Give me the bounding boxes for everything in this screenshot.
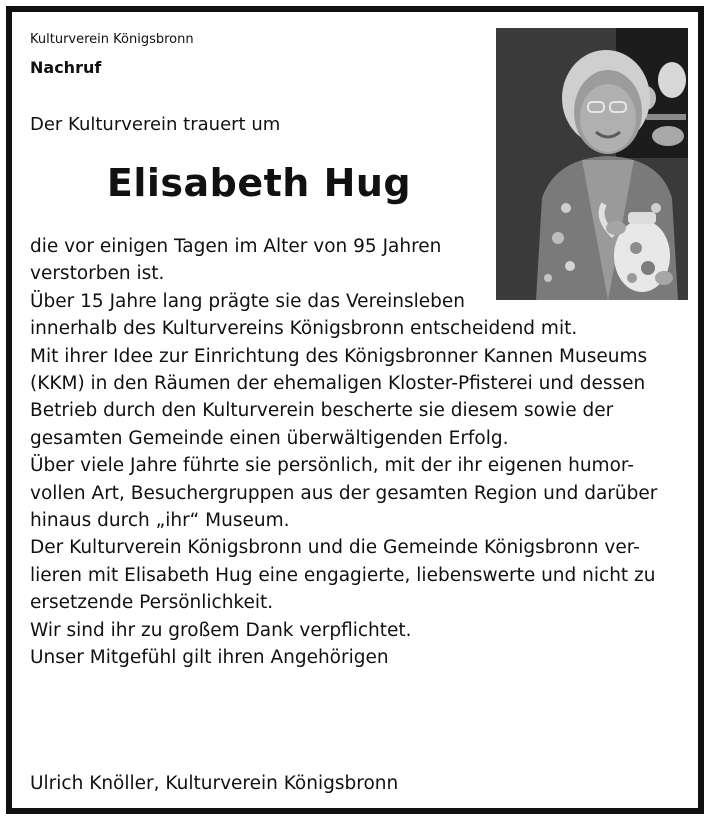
deceased-name: Elisabeth Hug [106, 161, 412, 205]
body-line: Mit ihrer Idee zur Einrichtung des Königsbronner Kannen Museums [30, 345, 648, 367]
notice-type: Nachruf [30, 58, 102, 77]
body-line: vollen Art, Besuchergruppen aus der gesamten Region und darüber [30, 482, 658, 504]
body-line: ersetzende Persönlichkeit. [30, 592, 274, 614]
signature: Ulrich Knöller, Kulturverein Königsbronn [30, 773, 399, 794]
obituary-notice [6, 6, 704, 814]
body-line: Über viele Jahre führte sie persönlich, mit der ihr eigenen humor- [30, 455, 634, 477]
body-line: Unser Mitgefühl gilt ihren Angehörigen [30, 647, 389, 669]
body-line: gesamten Gemeinde einen überwältigenden Erfolg. [30, 427, 509, 449]
organization-name: Kulturverein Königsbronn [30, 32, 194, 47]
body-line: Betrieb durch den Kulturverein bescherte sie diesem sowie der [30, 400, 614, 422]
obituary-body [30, 233, 690, 672]
body-line: lieren mit Elisabeth Hug eine engagierte, liebenswerte und nicht zu [30, 564, 656, 586]
body-line: (KKM) in den Räumen der ehemaligen Kloster-Pfisterei und dessen [30, 373, 646, 395]
body-line: hinaus durch „ihr“ Museum. [30, 510, 290, 532]
body-line: verstorben ist. [30, 263, 165, 285]
body-line: die vor einigen Tagen im Alter von 95 Jahren [30, 236, 442, 257]
body-line: Über 15 Jahre lang prägte sie das Vereinsleben [30, 290, 466, 312]
intro-text: Der Kulturverein trauert um [30, 114, 281, 135]
body-line: innerhalb des Kulturvereins Königsbronn entscheidend mit. [30, 318, 578, 340]
body-line: Wir sind ihr zu großem Dank verpflichtet. [30, 619, 412, 641]
body-line: Der Kulturverein Königsbronn und die Gemeinde Königsbronn ver- [30, 537, 640, 559]
